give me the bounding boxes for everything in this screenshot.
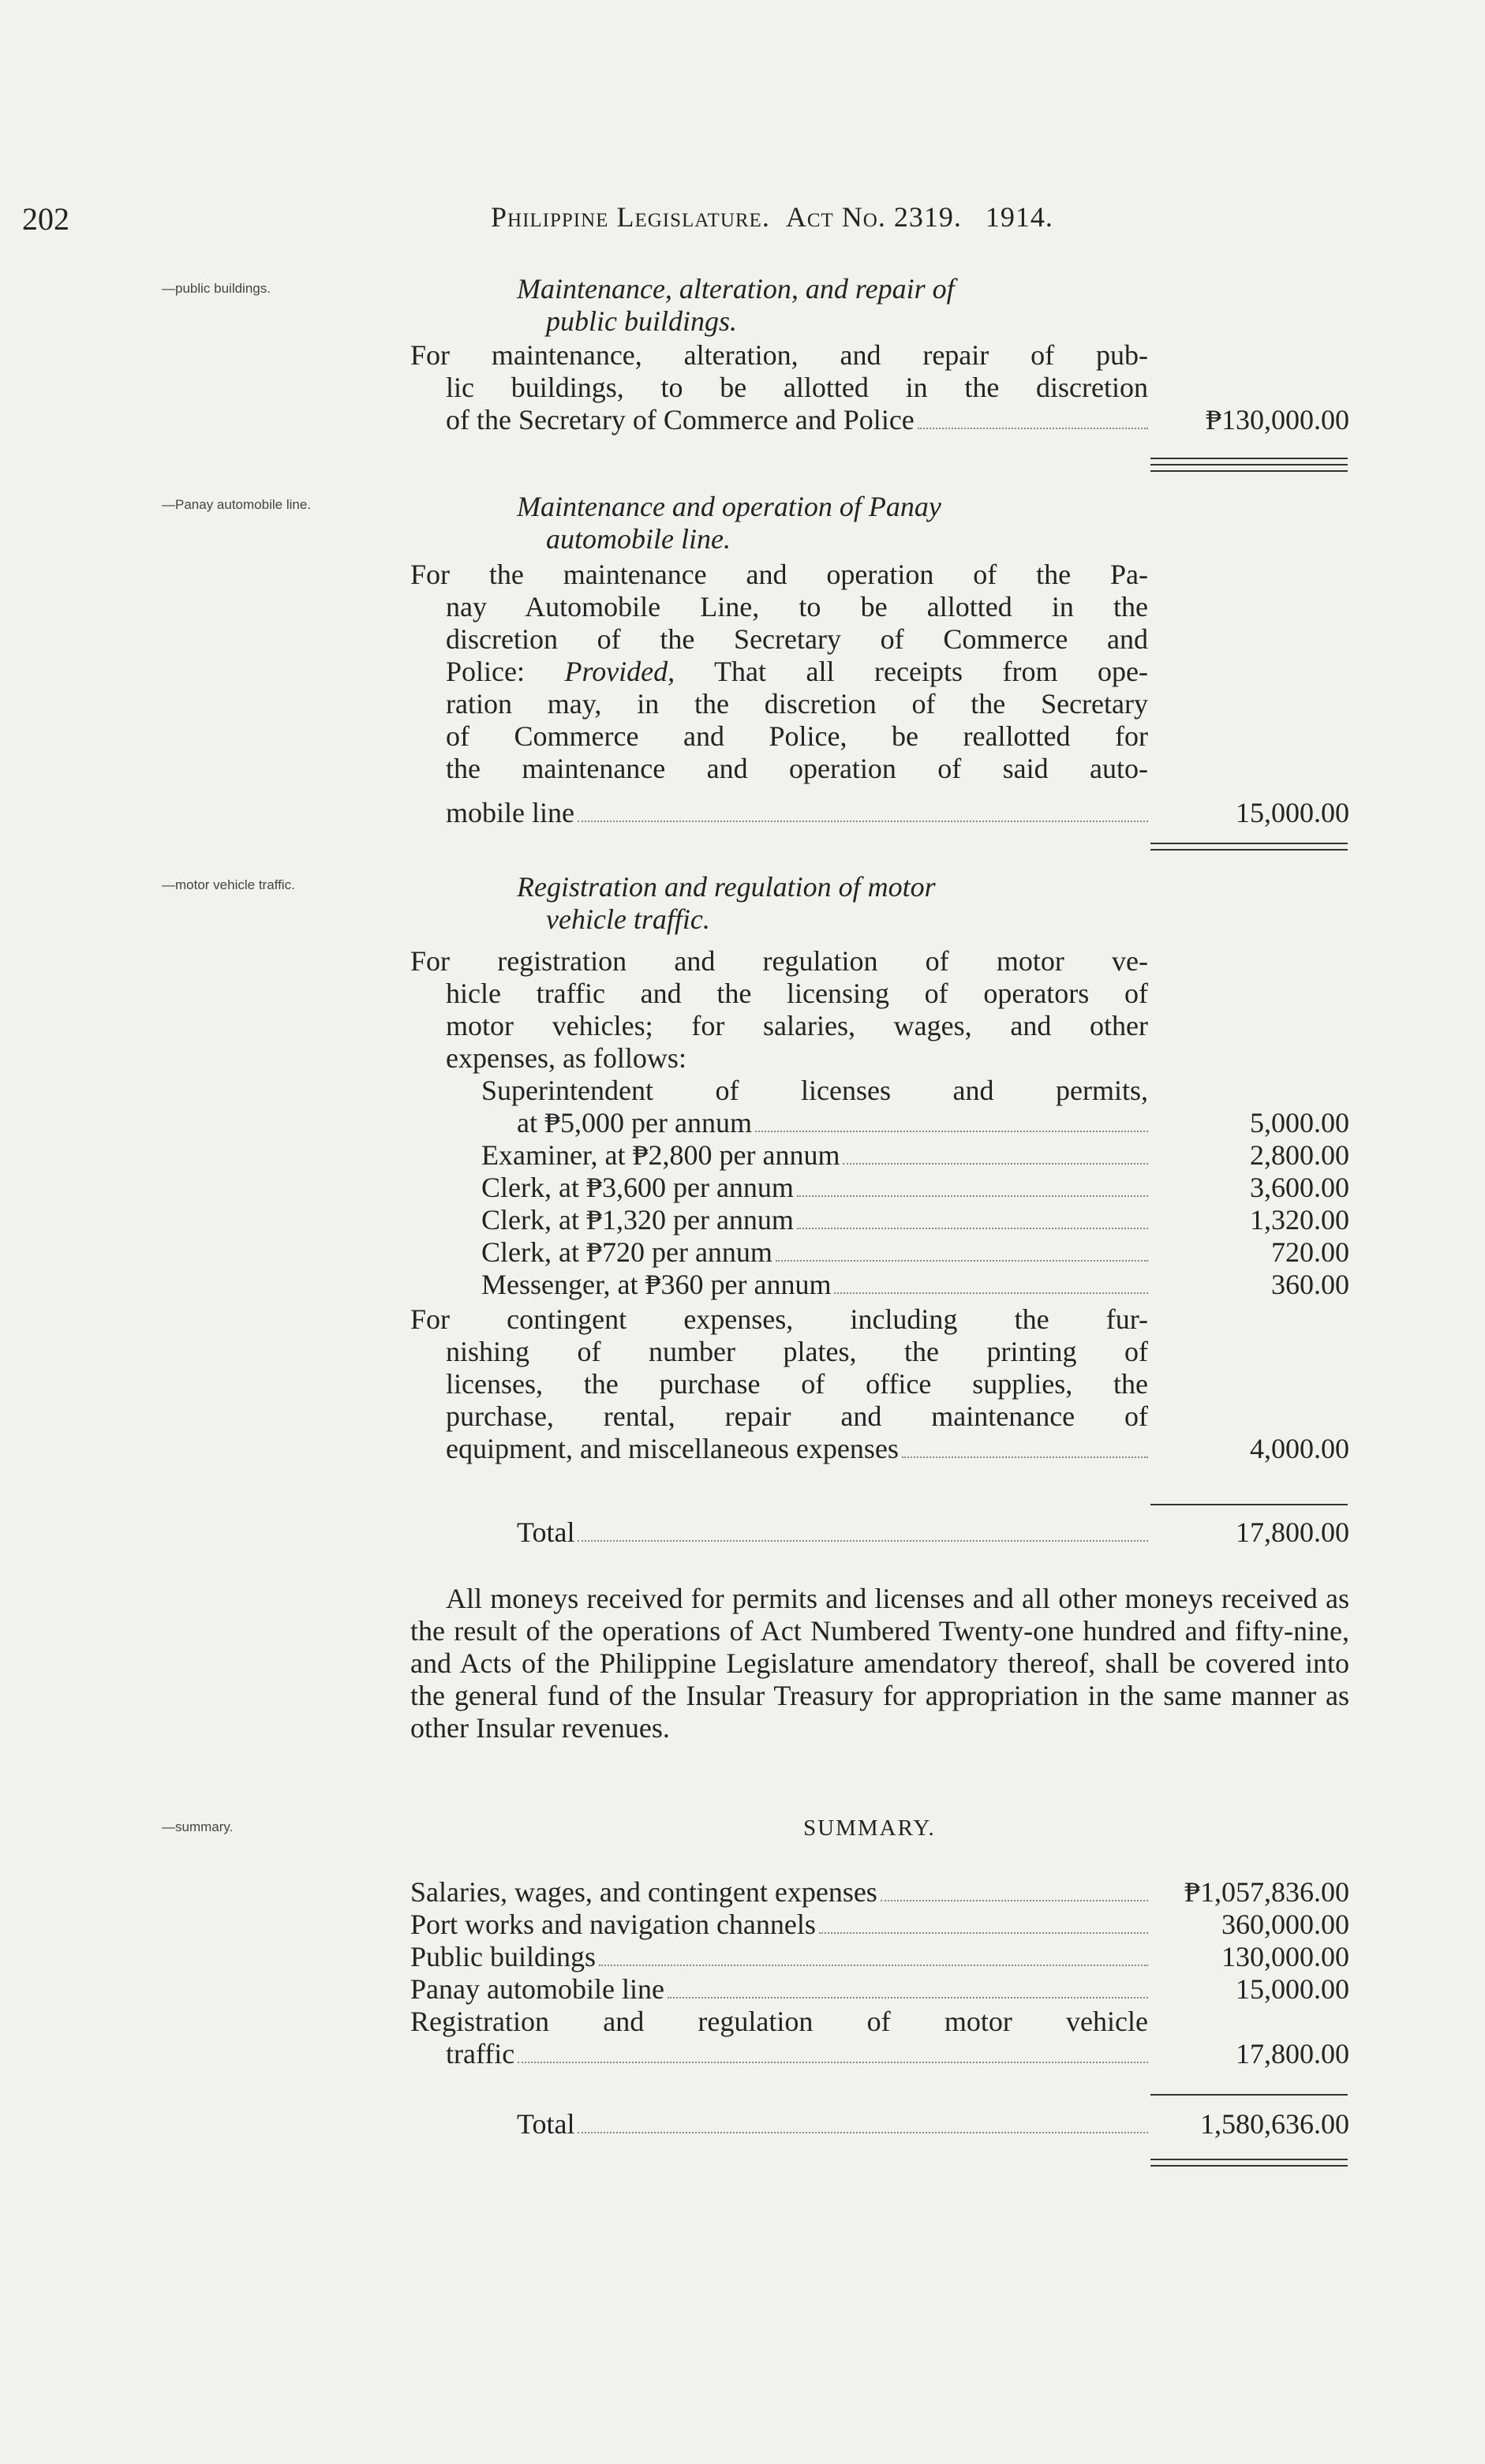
margin-note-motor: —motor vehicle traffic. <box>162 877 295 892</box>
heading-line: Maintenance and operation of Panay <box>517 491 941 522</box>
text-line: hicle traffic and the licensing of operators of <box>446 978 1148 1009</box>
summary-row <box>410 1941 1349 1973</box>
dot-leader <box>819 1932 1148 1934</box>
dot-leader <box>881 1900 1148 1901</box>
heading-public-buildings <box>517 273 1148 338</box>
heading-motor <box>517 871 1148 936</box>
summary-label: Salaries, wages, and contingent expenses <box>410 1876 877 1908</box>
summary-total-row <box>410 2108 1349 2141</box>
line-item-label: equipment, and miscellaneous expenses <box>446 1433 899 1464</box>
line-item-amount: 3,600.00 <box>1250 1172 1349 1203</box>
line-item <box>410 1107 1349 1139</box>
summary-amount: 360,000.00 <box>1221 1909 1349 1940</box>
page-number: 202 <box>22 201 69 237</box>
dot-leader <box>518 2062 1148 2063</box>
text-line: discretion of the Secretary of Commerce and <box>446 623 1148 655</box>
heading-line: vehicle traffic. <box>546 903 710 935</box>
rule <box>1150 2165 1348 2167</box>
summary-label: Public buildings <box>410 1941 597 1972</box>
superintendent-line: Superintendent of licenses and permits, <box>481 1075 1148 1106</box>
dot-leader <box>578 821 1148 822</box>
text-line: For registration and regulation of motor ve- <box>410 945 1148 977</box>
line-item <box>410 1139 1349 1172</box>
paragraph-text: All moneys received for permits and licenses and all other moneys received as the result of the operations of Act Numbered Twenty-one hundred and fifty-nine, and Acts of the Philippine Legislature amendatory thereof, shall be covered into the general fund of the Insular Treasury for appropriation in the same manner as other Insular revenues. <box>410 1583 1349 1744</box>
dot-leader <box>776 1260 1148 1262</box>
line-item-label: mobile line <box>446 797 574 828</box>
line-item-panay <box>410 797 1349 829</box>
line-item-amount: 2,800.00 <box>1250 1139 1349 1171</box>
total-amount: 1,580,636.00 <box>1200 2108 1349 2140</box>
line-item-label: Messenger, at ₱360 per annum <box>481 1269 832 1300</box>
paragraph-contingent <box>410 1303 1148 1433</box>
line-item-label: Examiner, at ₱2,800 per annum <box>481 1139 840 1171</box>
text-line: For maintenance, alteration, and repair of pub- <box>410 339 1148 371</box>
rule <box>1150 470 1348 472</box>
rule <box>1150 2094 1348 2096</box>
emphasis: Provided, <box>564 656 675 687</box>
margin-note-summary: —summary. <box>162 1819 234 1834</box>
summary-amount: ₱1,057,836.00 <box>1184 1876 1349 1908</box>
margin-note-public-buildings: —public buildings. <box>162 281 271 296</box>
running-title: Philippine Legislature. <box>491 201 770 233</box>
line-item-label: at ₱5,000 per annum <box>517 1107 752 1139</box>
dot-leader <box>755 1131 1148 1132</box>
summary-amount: 15,000.00 <box>1236 1973 1349 2005</box>
line-item-label: Clerk, at ₱1,320 per annum <box>481 1204 794 1236</box>
year: 1914. <box>985 201 1053 233</box>
text-line: For contingent expenses, including the fur- <box>410 1303 1148 1335</box>
rule <box>1150 1504 1348 1505</box>
dot-leader <box>578 2132 1148 2133</box>
dot-leader <box>578 1540 1148 1542</box>
line-item-label: Clerk, at ₱720 per annum <box>481 1236 772 1268</box>
text-line: of Commerce and Police, be reallotted for <box>446 720 1148 752</box>
summary-registration-line: Registration and regulation of motor vehicle <box>410 2006 1148 2037</box>
heading-line: automobile line. <box>546 523 731 555</box>
act-number: Act No. 2319. <box>785 201 962 233</box>
line-item-amount: ₱130,000.00 <box>1205 404 1349 436</box>
line-item-label: of the Secretary of Commerce and Police <box>446 404 915 436</box>
dot-leader <box>797 1195 1148 1197</box>
text-line: purchase, rental, repair and maintenance of <box>446 1400 1148 1432</box>
summary-row <box>410 1973 1349 2006</box>
paragraph-public-buildings <box>410 339 1148 404</box>
text-line: Police: Provided, That all receipts from ope- <box>446 656 1149 687</box>
line-item-amount: 4,000.00 <box>1250 1433 1349 1464</box>
line-item-amount: 720.00 <box>1271 1236 1349 1268</box>
summary-label: traffic <box>446 2038 515 2070</box>
line-item-amount: 1,320.00 <box>1250 1204 1349 1236</box>
line-item-amount: 15,000.00 <box>1236 797 1349 828</box>
text-line: licenses, the purchase of office supplies, the <box>446 1368 1148 1400</box>
summary-label: Panay automobile line <box>410 1973 664 2005</box>
summary-label: Port works and navigation channels <box>410 1909 816 1940</box>
paragraph-moneys <box>410 1583 1349 1744</box>
rule <box>1150 843 1348 844</box>
total-amount: 17,800.00 <box>1236 1516 1349 1548</box>
running-head <box>491 200 1053 234</box>
summary-row-registration <box>410 2038 1349 2070</box>
line-item-amount: 5,000.00 <box>1250 1107 1349 1139</box>
heading-panay <box>517 491 1148 555</box>
rule <box>1150 2159 1348 2160</box>
text-line: expenses, as follows: <box>446 1042 686 1074</box>
total-label: Total <box>517 2108 575 2140</box>
rule <box>1150 849 1348 851</box>
text-line: the maintenance and operation of said auto- <box>446 753 1148 784</box>
dot-leader <box>797 1228 1148 1229</box>
margin-note-panay: —Panay automobile line. <box>162 497 312 512</box>
dot-leader <box>668 1997 1148 1998</box>
heading-line: Registration and regulation of motor <box>517 871 936 903</box>
dot-leader <box>902 1456 1148 1458</box>
line-item <box>410 1172 1349 1204</box>
summary-row <box>410 1909 1349 1941</box>
rule <box>1150 464 1348 466</box>
text-line: motor vehicles; for salaries, wages, and other <box>446 1010 1148 1041</box>
heading-line: public buildings. <box>546 305 737 337</box>
text-line: nay Automobile Line, to be allotted in the <box>446 591 1148 623</box>
total-row-motor <box>410 1516 1349 1549</box>
line-item <box>410 1269 1349 1301</box>
summary-row <box>410 1876 1349 1909</box>
total-label: Total <box>517 1516 575 1548</box>
text-line: lic buildings, to be allotted in the discretion <box>446 372 1148 403</box>
line-item <box>410 1204 1349 1236</box>
text-line: For the maintenance and operation of the Pa- <box>410 559 1148 590</box>
dot-leader <box>918 428 1148 429</box>
line-item-amount: 360.00 <box>1271 1269 1349 1300</box>
paragraph-panay <box>410 559 1148 785</box>
heading-line: Maintenance, alteration, and repair of <box>517 273 955 305</box>
line-item-contingent <box>410 1433 1349 1465</box>
summary-amount: 130,000.00 <box>1221 1941 1349 1972</box>
line-item <box>410 1236 1349 1269</box>
dot-leader <box>843 1163 1148 1165</box>
paragraph-motor-intro <box>410 945 1148 1075</box>
summary-title: SUMMARY. <box>803 1815 936 1841</box>
rule <box>1150 458 1348 459</box>
dot-leader <box>599 1965 1148 1966</box>
line-item-label: Clerk, at ₱3,600 per annum <box>481 1172 794 1203</box>
text-line: nishing of number plates, the printing of <box>446 1336 1148 1367</box>
text-line: ration may, in the discretion of the Secretary <box>446 688 1148 720</box>
summary-amount: 17,800.00 <box>1236 2038 1349 2070</box>
dot-leader <box>834 1292 1148 1294</box>
line-item-public-buildings <box>410 404 1349 436</box>
